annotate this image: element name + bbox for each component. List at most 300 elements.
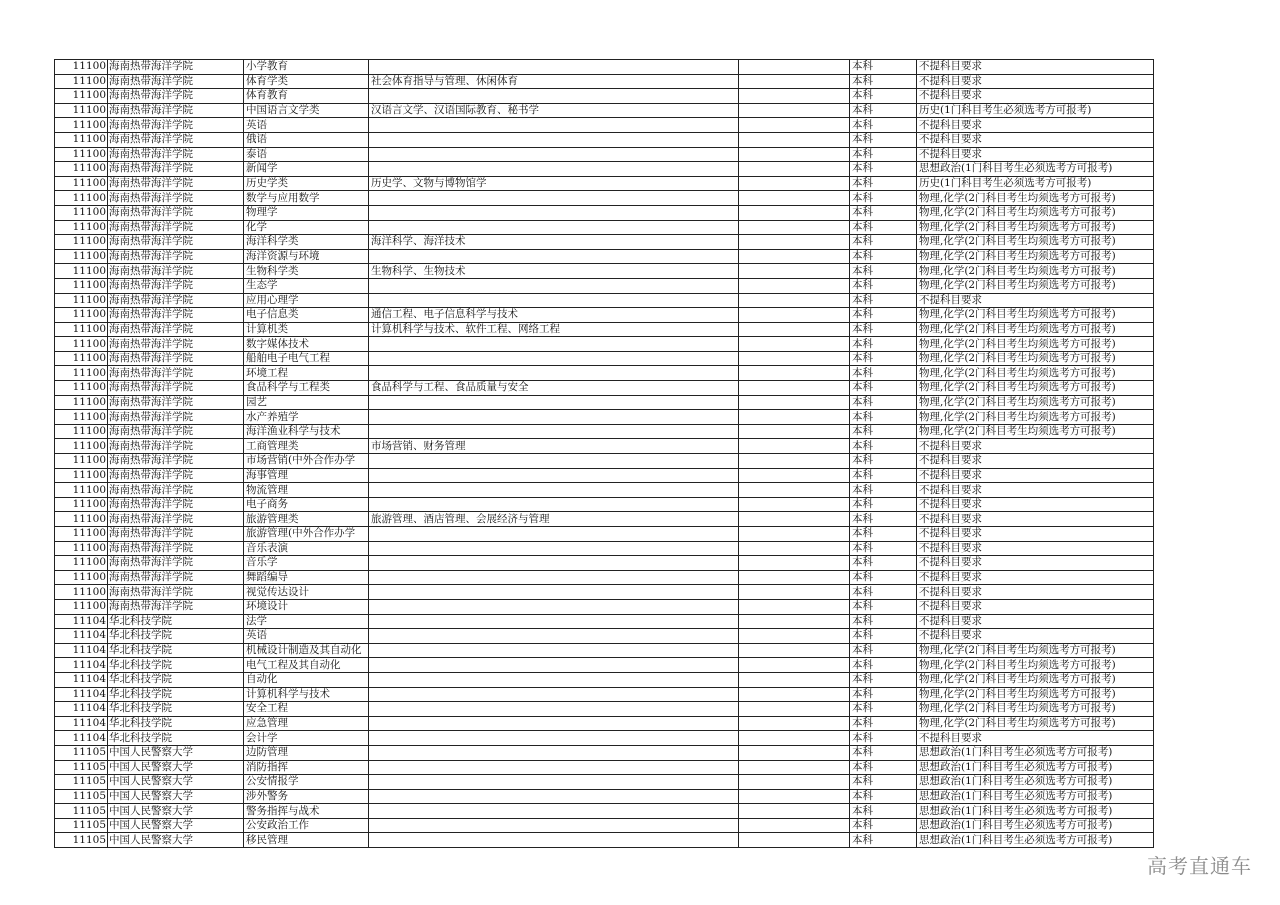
remark-cell [739,702,850,717]
subject-requirement-cell: 不提科目要求 [917,570,1154,585]
table-row [55,527,1154,542]
institution-name-cell: 海南热带海洋学院 [108,132,244,147]
table-row [55,585,1154,600]
institution-name-cell: 华北科技学院 [108,658,244,673]
remark-cell [739,658,850,673]
remark-cell [739,716,850,731]
institution-name-cell: 海南热带海洋学院 [108,60,244,75]
remark-cell [739,176,850,191]
remark-cell [739,614,850,629]
remark-cell [739,497,850,512]
table-row [55,103,1154,118]
level-cell: 本科 [850,570,917,585]
subject-requirement-cell: 物理,化学(2门科目考生均须选考方可报考) [917,249,1154,264]
institution-name-cell: 中国人民警察大学 [108,760,244,775]
institution-code-cell: 11100 [55,512,108,527]
subject-requirement-cell: 思想政治(1门科目考生必须选考方可报考) [917,804,1154,819]
table-row [55,629,1154,644]
remark-cell [739,672,850,687]
remark-cell [739,439,850,454]
table-row [55,570,1154,585]
major-name-cell: 食品科学与工程类 [244,381,369,396]
level-cell: 本科 [850,278,917,293]
remark-cell [739,395,850,410]
included-majors-cell: 生物科学、生物技术 [369,264,739,279]
institution-code-cell: 11100 [55,176,108,191]
institution-code-cell: 11100 [55,410,108,425]
remark-cell [739,337,850,352]
institution-name-cell: 海南热带海洋学院 [108,162,244,177]
remark-cell [739,570,850,585]
institution-code-cell: 11100 [55,278,108,293]
included-majors-cell [369,541,739,556]
level-cell: 本科 [850,366,917,381]
major-name-cell: 警务指挥与战术 [244,804,369,819]
remark-cell [739,687,850,702]
table-row [55,643,1154,658]
institution-code-cell: 11105 [55,760,108,775]
major-name-cell: 公安政治工作 [244,818,369,833]
major-name-cell: 电子信息类 [244,308,369,323]
level-cell: 本科 [850,468,917,483]
remark-cell [739,74,850,89]
institution-code-cell: 11104 [55,614,108,629]
included-majors-cell [369,191,739,206]
subject-requirement-cell: 物理,化学(2门科目考生均须选考方可报考) [917,687,1154,702]
institution-name-cell: 中国人民警察大学 [108,775,244,790]
institution-name-cell: 海南热带海洋学院 [108,439,244,454]
major-name-cell: 音乐学 [244,556,369,571]
table-row [55,366,1154,381]
institution-name-cell: 海南热带海洋学院 [108,264,244,279]
major-name-cell: 电子商务 [244,497,369,512]
major-name-cell: 体育学类 [244,74,369,89]
subject-requirement-cell: 思想政治(1门科目考生必须选考方可报考) [917,745,1154,760]
level-cell: 本科 [850,162,917,177]
institution-name-cell: 海南热带海洋学院 [108,585,244,600]
institution-name-cell: 海南热带海洋学院 [108,308,244,323]
subject-requirement-cell: 不提科目要求 [917,556,1154,571]
remark-cell [739,132,850,147]
institution-name-cell: 海南热带海洋学院 [108,293,244,308]
major-name-cell: 应急管理 [244,716,369,731]
remark-cell [739,308,850,323]
institution-name-cell: 中国人民警察大学 [108,745,244,760]
institution-name-cell: 华北科技学院 [108,702,244,717]
table-row [55,293,1154,308]
subject-requirement-cell: 物理,化学(2门科目考生均须选考方可报考) [917,278,1154,293]
subject-requirement-cell: 思想政治(1门科目考生必须选考方可报考) [917,818,1154,833]
institution-name-cell: 海南热带海洋学院 [108,235,244,250]
institution-name-cell: 海南热带海洋学院 [108,483,244,498]
level-cell: 本科 [850,351,917,366]
major-name-cell: 法学 [244,614,369,629]
table-row [55,162,1154,177]
institution-code-cell: 11100 [55,220,108,235]
institution-code-cell: 11100 [55,351,108,366]
major-name-cell: 英语 [244,629,369,644]
level-cell: 本科 [850,205,917,220]
major-name-cell: 历史学类 [244,176,369,191]
level-cell: 本科 [850,556,917,571]
included-majors-cell [369,424,739,439]
table-row [55,702,1154,717]
subject-requirement-cell: 物理,化学(2门科目考生均须选考方可报考) [917,351,1154,366]
institution-code-cell: 11104 [55,672,108,687]
included-majors-cell [369,162,739,177]
table-row [55,468,1154,483]
institution-name-cell: 海南热带海洋学院 [108,468,244,483]
level-cell: 本科 [850,629,917,644]
included-majors-cell [369,775,739,790]
level-cell: 本科 [850,293,917,308]
major-name-cell: 市场营销(中外合作办学 [244,454,369,469]
remark-cell [739,235,850,250]
major-name-cell: 环境工程 [244,366,369,381]
remark-cell [739,454,850,469]
institution-code-cell: 11104 [55,658,108,673]
level-cell: 本科 [850,322,917,337]
subject-requirement-cell: 不提科目要求 [917,118,1154,133]
subject-requirement-cell: 物理,化学(2门科目考生均须选考方可报考) [917,322,1154,337]
table-row [55,789,1154,804]
institution-name-cell: 中国人民警察大学 [108,833,244,848]
included-majors-cell [369,454,739,469]
institution-name-cell: 海南热带海洋学院 [108,454,244,469]
included-majors-cell [369,351,739,366]
remark-cell [739,264,850,279]
table-row [55,745,1154,760]
institution-name-cell: 海南热带海洋学院 [108,410,244,425]
institution-name-cell: 海南热带海洋学院 [108,366,244,381]
subject-requirement-cell: 不提科目要求 [917,599,1154,614]
included-majors-cell [369,716,739,731]
institution-name-cell: 海南热带海洋学院 [108,191,244,206]
institution-code-cell: 11100 [55,132,108,147]
included-majors-cell [369,804,739,819]
subject-requirement-cell: 不提科目要求 [917,527,1154,542]
institution-code-cell: 11100 [55,235,108,250]
table-row [55,322,1154,337]
major-name-cell: 体育教育 [244,89,369,104]
level-cell: 本科 [850,439,917,454]
institution-name-cell: 海南热带海洋学院 [108,381,244,396]
included-majors-cell [369,118,739,133]
remark-cell [739,556,850,571]
level-cell: 本科 [850,191,917,206]
subject-requirement-cell: 物理,化学(2门科目考生均须选考方可报考) [917,410,1154,425]
included-majors-cell: 计算机科学与技术、软件工程、网络工程 [369,322,739,337]
table-row [55,308,1154,323]
table-row [55,147,1154,162]
level-cell: 本科 [850,672,917,687]
major-name-cell: 移民管理 [244,833,369,848]
institution-code-cell: 11100 [55,483,108,498]
institution-name-cell: 海南热带海洋学院 [108,103,244,118]
remark-cell [739,483,850,498]
level-cell: 本科 [850,483,917,498]
institution-code-cell: 11100 [55,60,108,75]
remark-cell [739,585,850,600]
admission-table [54,59,1154,848]
institution-code-cell: 11100 [55,527,108,542]
level-cell: 本科 [850,687,917,702]
table-row [55,176,1154,191]
table-body [55,60,1154,848]
included-majors-cell [369,702,739,717]
included-majors-cell [369,337,739,352]
table-row [55,424,1154,439]
institution-name-cell: 华北科技学院 [108,687,244,702]
table-row [55,512,1154,527]
institution-code-cell: 11100 [55,337,108,352]
major-name-cell: 视觉传达设计 [244,585,369,600]
table-row [55,278,1154,293]
subject-requirement-cell: 不提科目要求 [917,293,1154,308]
major-name-cell: 海洋资源与环境 [244,249,369,264]
major-name-cell: 化学 [244,220,369,235]
subject-requirement-cell: 不提科目要求 [917,147,1154,162]
institution-name-cell: 华北科技学院 [108,716,244,731]
institution-name-cell: 海南热带海洋学院 [108,395,244,410]
remark-cell [739,731,850,746]
institution-code-cell: 11100 [55,205,108,220]
level-cell: 本科 [850,395,917,410]
institution-name-cell: 海南热带海洋学院 [108,541,244,556]
institution-name-cell: 海南热带海洋学院 [108,74,244,89]
level-cell: 本科 [850,497,917,512]
level-cell: 本科 [850,716,917,731]
level-cell: 本科 [850,381,917,396]
level-cell: 本科 [850,833,917,848]
included-majors-cell [369,527,739,542]
table-row [55,351,1154,366]
institution-name-cell: 华北科技学院 [108,672,244,687]
institution-code-cell: 11100 [55,585,108,600]
included-majors-cell [369,89,739,104]
included-majors-cell [369,833,739,848]
level-cell: 本科 [850,147,917,162]
level-cell: 本科 [850,118,917,133]
remark-cell [739,541,850,556]
institution-name-cell: 海南热带海洋学院 [108,322,244,337]
institution-name-cell: 海南热带海洋学院 [108,118,244,133]
subject-requirement-cell: 思想政治(1门科目考生必须选考方可报考) [917,775,1154,790]
institution-code-cell: 11100 [55,439,108,454]
included-majors-cell [369,249,739,264]
institution-code-cell: 11105 [55,789,108,804]
major-name-cell: 涉外警务 [244,789,369,804]
remark-cell [739,351,850,366]
institution-name-cell: 海南热带海洋学院 [108,176,244,191]
major-name-cell: 物流管理 [244,483,369,498]
major-name-cell: 俄语 [244,132,369,147]
major-name-cell: 园艺 [244,395,369,410]
institution-name-cell: 海南热带海洋学院 [108,89,244,104]
table-row [55,191,1154,206]
remark-cell [739,410,850,425]
institution-code-cell: 11104 [55,716,108,731]
subject-requirement-cell: 思想政治(1门科目考生必须选考方可报考) [917,162,1154,177]
institution-code-cell: 11100 [55,293,108,308]
major-name-cell: 英语 [244,118,369,133]
institution-code-cell: 11100 [55,322,108,337]
remark-cell [739,249,850,264]
table-row [55,804,1154,819]
included-majors-cell [369,293,739,308]
subject-requirement-cell: 不提科目要求 [917,132,1154,147]
table-row [55,541,1154,556]
major-name-cell: 船舶电子电气工程 [244,351,369,366]
subject-requirement-cell: 历史(1门科目考生必须选考方可报考) [917,103,1154,118]
table-row [55,775,1154,790]
subject-requirement-cell: 物理,化学(2门科目考生均须选考方可报考) [917,643,1154,658]
level-cell: 本科 [850,745,917,760]
subject-requirement-cell: 物理,化学(2门科目考生均须选考方可报考) [917,424,1154,439]
level-cell: 本科 [850,308,917,323]
institution-name-cell: 海南热带海洋学院 [108,527,244,542]
major-name-cell: 公安情报学 [244,775,369,790]
included-majors-cell [369,147,739,162]
level-cell: 本科 [850,585,917,600]
remark-cell [739,760,850,775]
table-row [55,439,1154,454]
subject-requirement-cell: 思想政治(1门科目考生必须选考方可报考) [917,760,1154,775]
remark-cell [739,205,850,220]
institution-code-cell: 11105 [55,745,108,760]
remark-cell [739,789,850,804]
included-majors-cell [369,497,739,512]
institution-name-cell: 海南热带海洋学院 [108,337,244,352]
remark-cell [739,512,850,527]
subject-requirement-cell: 不提科目要求 [917,483,1154,498]
remark-cell [739,60,850,75]
included-majors-cell [369,366,739,381]
level-cell: 本科 [850,599,917,614]
institution-code-cell: 11100 [55,118,108,133]
major-name-cell: 边防管理 [244,745,369,760]
table-row [55,74,1154,89]
major-name-cell: 小学教育 [244,60,369,75]
institution-code-cell: 11104 [55,629,108,644]
table-row [55,249,1154,264]
institution-name-cell: 海南热带海洋学院 [108,556,244,571]
table-row [55,760,1154,775]
table-row [55,454,1154,469]
table-row [55,818,1154,833]
major-name-cell: 数学与应用数学 [244,191,369,206]
table-row [55,599,1154,614]
subject-requirement-cell: 物理,化学(2门科目考生均须选考方可报考) [917,672,1154,687]
institution-name-cell: 海南热带海洋学院 [108,205,244,220]
institution-name-cell: 中国人民警察大学 [108,789,244,804]
watermark-logo: 高考直通车 [1147,854,1252,878]
institution-name-cell: 海南热带海洋学院 [108,512,244,527]
remark-cell [739,191,850,206]
subject-requirement-cell: 不提科目要求 [917,89,1154,104]
included-majors-cell [369,672,739,687]
level-cell: 本科 [850,424,917,439]
level-cell: 本科 [850,264,917,279]
table-row [55,89,1154,104]
major-name-cell: 会计学 [244,731,369,746]
included-majors-cell: 市场营销、财务管理 [369,439,739,454]
institution-code-cell: 11100 [55,264,108,279]
level-cell: 本科 [850,818,917,833]
institution-name-cell: 海南热带海洋学院 [108,570,244,585]
subject-requirement-cell: 物理,化学(2门科目考生均须选考方可报考) [917,235,1154,250]
institution-code-cell: 11104 [55,687,108,702]
remark-cell [739,804,850,819]
subject-requirement-cell: 物理,化学(2门科目考生均须选考方可报考) [917,220,1154,235]
included-majors-cell [369,556,739,571]
remark-cell [739,818,850,833]
remark-cell [739,599,850,614]
subject-requirement-cell: 物理,化学(2门科目考生均须选考方可报考) [917,366,1154,381]
institution-name-cell: 海南热带海洋学院 [108,147,244,162]
included-majors-cell [369,599,739,614]
subject-requirement-cell: 物理,化学(2门科目考生均须选考方可报考) [917,205,1154,220]
institution-name-cell: 海南热带海洋学院 [108,249,244,264]
subject-requirement-cell: 物理,化学(2门科目考生均须选考方可报考) [917,381,1154,396]
major-name-cell: 计算机科学与技术 [244,687,369,702]
remark-cell [739,643,850,658]
subject-requirement-cell: 不提科目要求 [917,60,1154,75]
institution-code-cell: 11100 [55,308,108,323]
included-majors-cell [369,483,739,498]
major-name-cell: 舞蹈编导 [244,570,369,585]
table-row [55,132,1154,147]
included-majors-cell [369,410,739,425]
level-cell: 本科 [850,789,917,804]
included-majors-cell [369,731,739,746]
table-row [55,614,1154,629]
institution-code-cell: 11100 [55,366,108,381]
included-majors-cell [369,614,739,629]
major-name-cell: 机械设计制造及其自动化 [244,643,369,658]
table-row [55,833,1154,848]
subject-requirement-cell: 不提科目要求 [917,731,1154,746]
table-row [55,235,1154,250]
institution-code-cell: 11100 [55,599,108,614]
remark-cell [739,118,850,133]
level-cell: 本科 [850,235,917,250]
institution-name-cell: 海南热带海洋学院 [108,424,244,439]
included-majors-cell [369,570,739,585]
table-row [55,410,1154,425]
institution-code-cell: 11105 [55,804,108,819]
remark-cell [739,322,850,337]
remark-cell [739,424,850,439]
institution-name-cell: 华北科技学院 [108,731,244,746]
subject-requirement-cell: 不提科目要求 [917,497,1154,512]
major-name-cell: 物理学 [244,205,369,220]
table-row [55,672,1154,687]
included-majors-cell [369,658,739,673]
table-row [55,337,1154,352]
level-cell: 本科 [850,410,917,425]
level-cell: 本科 [850,527,917,542]
institution-name-cell: 华北科技学院 [108,629,244,644]
subject-requirement-cell: 不提科目要求 [917,585,1154,600]
level-cell: 本科 [850,731,917,746]
major-name-cell: 海事管理 [244,468,369,483]
remark-cell [739,89,850,104]
institution-code-cell: 11105 [55,818,108,833]
table-row [55,483,1154,498]
institution-code-cell: 11100 [55,89,108,104]
subject-requirement-cell: 物理,化学(2门科目考生均须选考方可报考) [917,716,1154,731]
